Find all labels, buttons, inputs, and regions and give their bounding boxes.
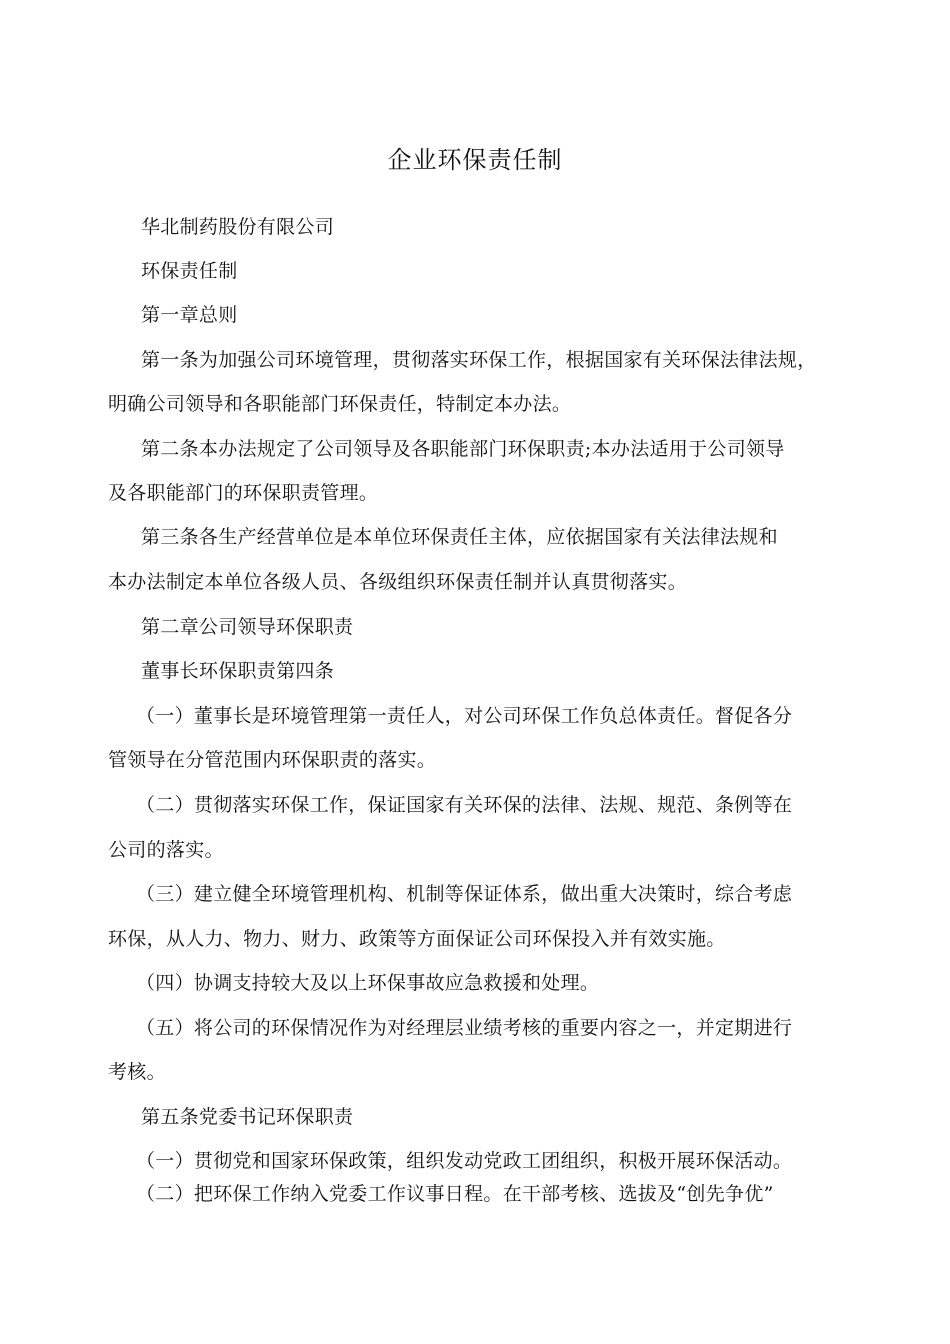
section-heading: 董事长环保职责第四条	[141, 660, 335, 682]
chapter-heading: 第一章总则	[141, 304, 238, 326]
paragraph-line: 公司的落实。	[108, 839, 224, 861]
paragraph-line: 第二条本办法规定了公司领导及各职能部门环保职责;本办法适用于公司领导	[141, 438, 785, 460]
chapter-heading: 第二章公司领导环保职责	[141, 616, 354, 638]
company-name-line: 华北制药股份有限公司	[141, 216, 335, 238]
paragraph-line: （二）贯彻落实环保工作，保证国家有关环保的法律、法规、规范、条例等在	[136, 794, 793, 816]
paragraph-line: （二）把环保工作纳入党委工作议事日程。在干部考核、选拔及“创先争优”	[136, 1183, 774, 1205]
paragraph-line: 管领导在分管范围内环保职责的落实。	[108, 749, 437, 771]
paragraph-line: 本办法制定本单位各级人员、各级组织环保责任制并认真贯彻落实。	[108, 571, 688, 593]
paragraph-line: （四）协调支持较大及以上环保事故应急救援和处理。	[136, 972, 600, 994]
paragraph-line: 明确公司领导和各职能部门环保责任，特制定本办法。	[108, 393, 572, 415]
document-title: 企业环保责任制	[387, 146, 563, 174]
paragraph-line: 考核。	[108, 1061, 166, 1083]
subtitle-line: 环保责任制	[141, 260, 238, 282]
paragraph-line: （一）董事长是环境管理第一责任人，对公司环保工作负总体责任。督促各分	[136, 705, 793, 727]
paragraph-line: 及各职能部门的环保职责管理。	[108, 482, 379, 504]
paragraph-line: （三）建立健全环境管理机构、机制等保证体系，做出重大决策时，综合考虑	[136, 883, 793, 905]
paragraph-line: 第一条为加强公司环境管理，贯彻落实环保工作，根据国家有关环保法律法规，	[141, 349, 817, 371]
paragraph-line: （五）将公司的环保情况作为对经理层业绩考核的重要内容之一，并定期进行	[136, 1017, 793, 1039]
section-heading: 第五条党委书记环保职责	[141, 1106, 354, 1128]
paragraph-line: 第三条各生产经营单位是本单位环保责任主体，应依据国家有关法律法规和	[141, 526, 778, 548]
paragraph-line: （一）贯彻党和国家环保政策，组织发动党政工团组织，积极开展环保活动。	[136, 1150, 793, 1172]
paragraph-line: 环保，从人力、物力、财力、政策等方面保证公司环保投入并有效实施。	[108, 928, 726, 950]
